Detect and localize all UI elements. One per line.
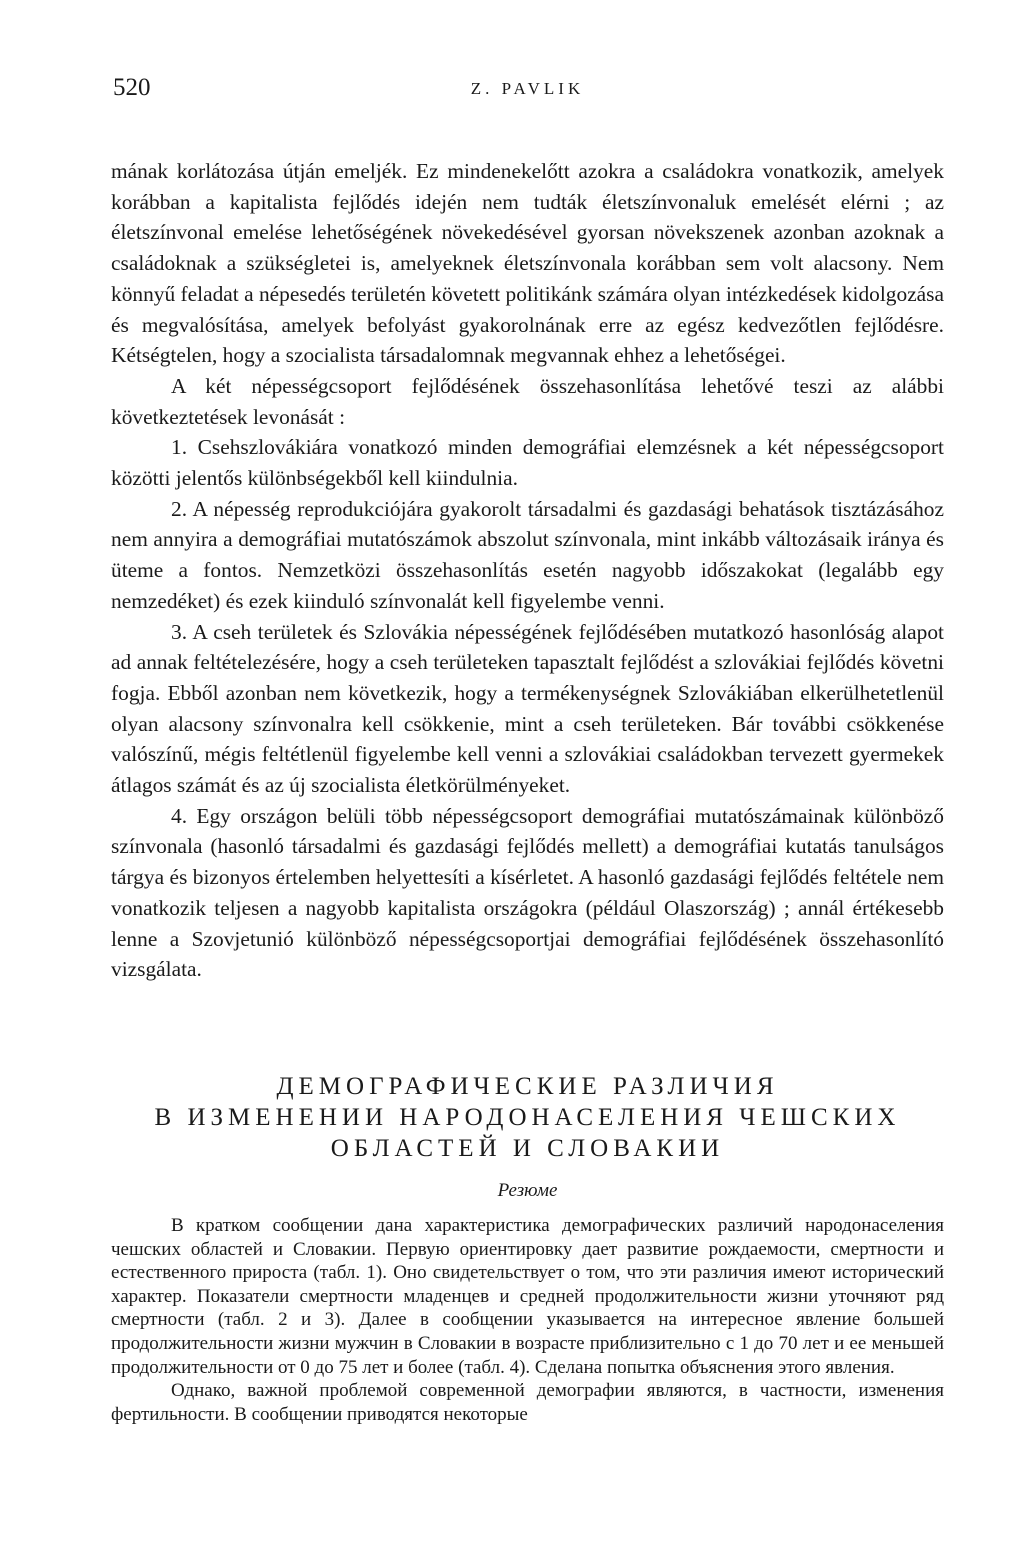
summary-text <box>111 1214 944 1426</box>
paragraph: 4. Egy országon belüli több népességcsoport demográfiai mutatószámainak különböző színvonala (hasonló társadalmi és gazdasági fejlődés mellett) a demográfiai kutatás tanulságos tárgya és bizonyos értelemben helyettesíti a kísérletet. A hasonló gazdasági fejlődés feltétele nem vonatkozik teljesen a nagyobb kapitalista országokra (például Olaszország) ; annál értékesebb lenne a Szovjetunió különböző népességcsoportjai demográfiai fejlődésének összehasonlító vizsgálata. <box>111 803 944 982</box>
summary-subtitle: Резюме <box>497 1179 558 1201</box>
summary-title-line: ОБЛАСТЕЙ И СЛОВАКИИ <box>330 1134 725 1162</box>
paragraph: mának korlátozása útján emeljék. Ez mindenekelőtt azokra a családokra vonatkozik, amelyek korábban a kapitalista fejlődés idején nem tudták életszínvonaluk emelését elérni ; az életszínvonal emelése lehetőségének növekedésével gyorsan növekszenek azonban azoknak a családoknak a szükségletei is, amelyeknek életszínvonala korábban sem volt alacsony. Nem könnyű feladat a népesedés területén követett politikánk számára olyan intézkedések kidolgozása és megvalósítása, amelyek befolyást gyakorolnának erre az egész kedvezőtlen fejlődésre. Kétségtelen, hogy a szocialista társadalomnak megvannak ehhez a lehetőségei. <box>111 159 944 368</box>
paragraph: 1. Csehszlovákiára vonatkozó minden demográfiai elemzésnek a két népességcsoport közötti jelentős különbségekből kell kiindulnia. <box>111 435 944 491</box>
page-number: 520 <box>113 74 151 101</box>
running-head: Z. PAVLIK <box>470 79 585 98</box>
paragraph: A két népességcsoport fejlődésének összehasonlítása lehetővé teszi az alábbi következtetések levonását : <box>111 373 944 429</box>
paragraph: 3. A cseh területek és Szlovákia népességének fejlődésében mutatkozó hasonlóság alapot ad annak feltételezésére, hogy a cseh területeken tapasztalt fejlődést a szlovákiai fejlődés követni fogja. Ebből azonban nem következik, hogy a termékenységnek Szlovákiában elkerülhetetlenül olyan alacsony színvonalra kell csökkenie, mint a cseh területeken. Bár további csökkenése valószínű, mégis feltétlenül figyelembe kell venni a szlovákiai családokban tervezett gyermekek átlagos számát és az új szocialista életkörülményeket. <box>111 619 944 798</box>
summary-title-line: ДЕМОГРАФИЧЕСКИЕ РАЗЛИЧИЯ <box>276 1072 779 1100</box>
russian-summary <box>111 1071 944 1426</box>
page-header <box>111 72 944 112</box>
main-text <box>111 156 944 985</box>
summary-title <box>111 1071 944 1164</box>
paragraph: 2. A népesség reprodukciójára gyakorolt társadalmi és gazdasági behatások tisztázásához nem annyira a demográfiai mutatószámok abszolut színvonala, mint inkább változásaik iránya és üteme a fontos. Nemzetközi összehasonlítás esetén nagyobb időszakokat (legalább egy nemzedéket) és ezek kiinduló színvonalát kell figyelembe venni. <box>111 496 944 613</box>
summary-paragraph: В кратком сообщении дана характеристика демографических различий народонаселения чешских областей и Словакии. Первую ориентировку дает развитие рождаемости, смертности и естественного прироста (табл. 1). Оно свидетельствует о том, что эти различия имеют исторический характер. Показатели смертности младенцев и средней продолжительности жизни уточняют ряд смертности (табл. 2 и 3). Далее в сообщении указывается на интересное явление большей продолжительности жизни мужчин в Словакии в возрасте приблизительно с 1 до 70 лет и ее меньшей продолжительности от 0 до 75 лет и более (табл. 4). Сделана попытка объяснения этого явления. <box>111 1214 944 1378</box>
summary-paragraph: Однако, важной проблемой современной демографии являются, в частности, изменения фертильности. В сообщении приводятся некоторые <box>111 1380 944 1425</box>
summary-title-line: В ИЗМЕНЕНИИ НАРОДОНАСЕЛЕНИЯ ЧЕШСКИХ <box>154 1103 901 1131</box>
